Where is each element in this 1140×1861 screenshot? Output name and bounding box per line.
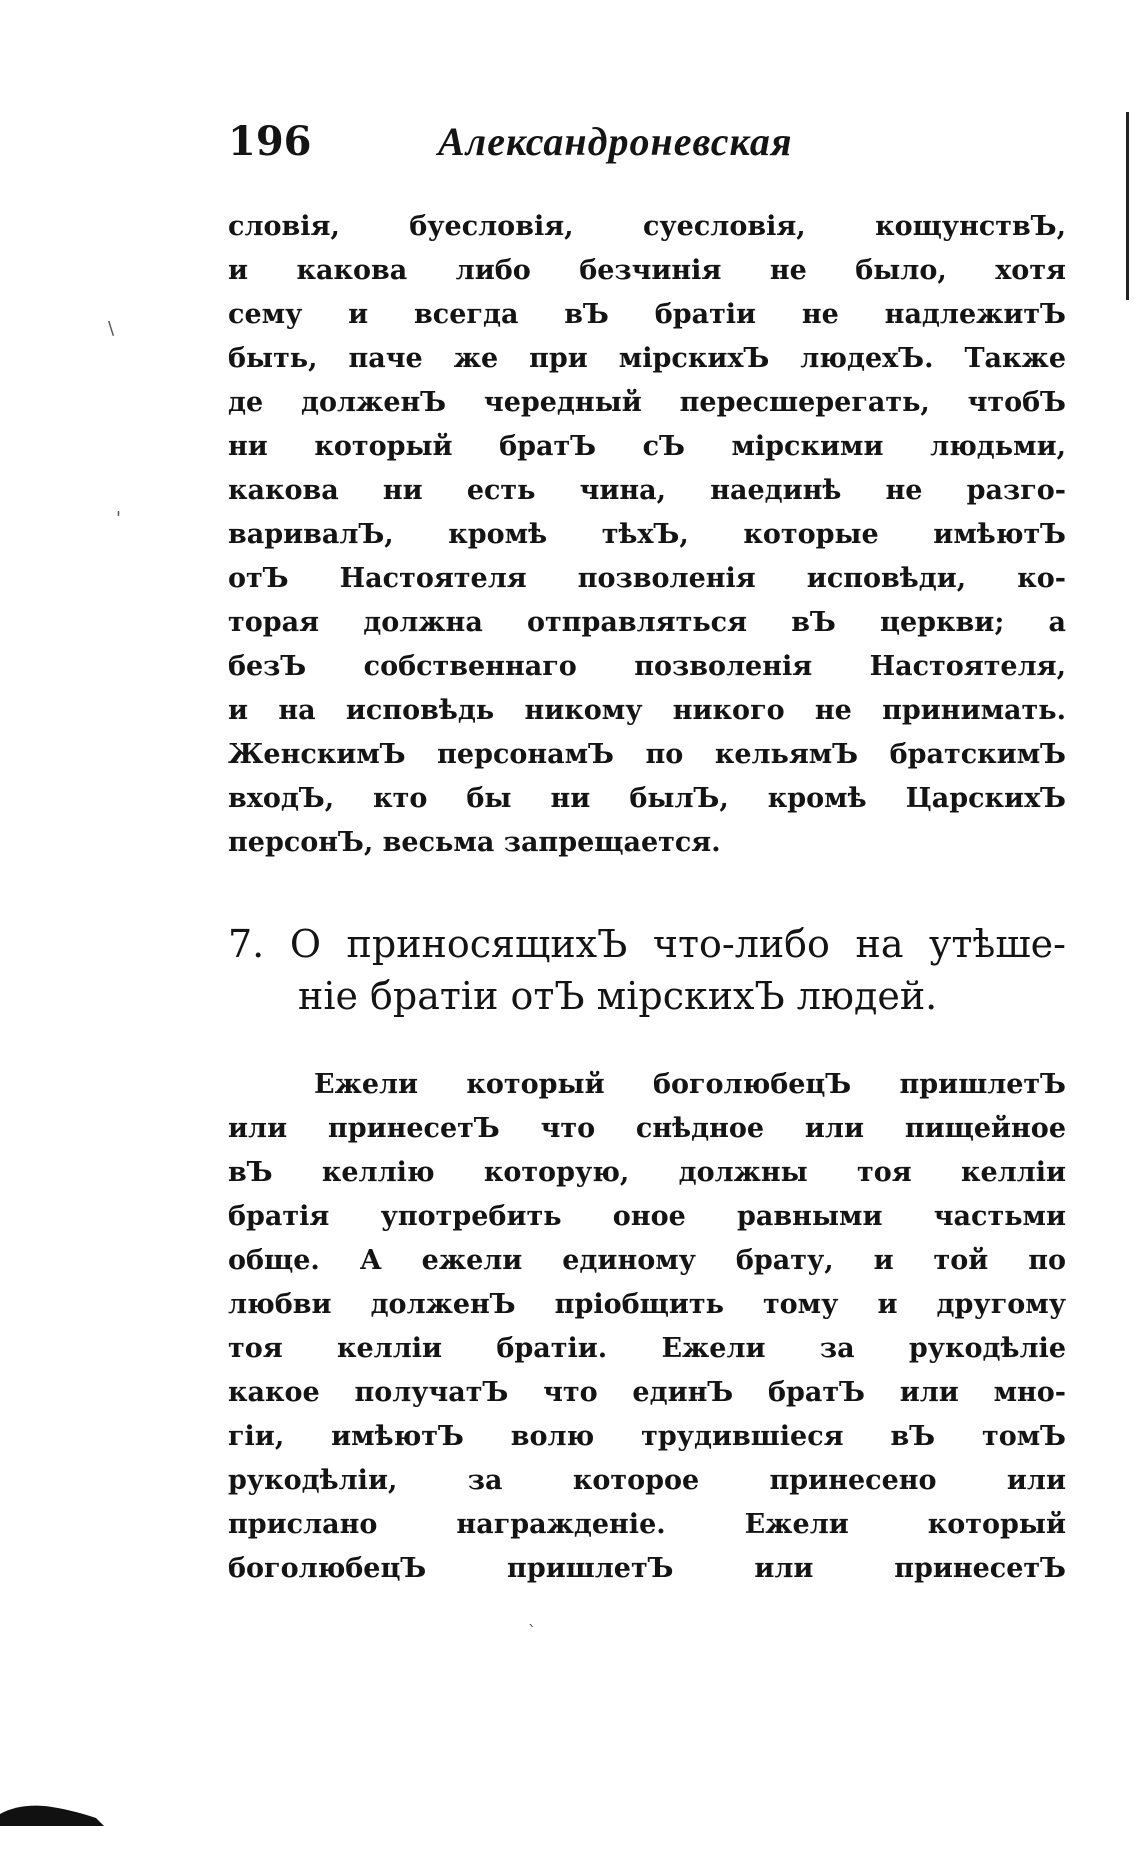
text-line: торая должна отправляться вЪ церкви; а	[228, 607, 1066, 638]
text-line: варивалЪ, кромѣ тѣхЪ, которые имѣютЪ	[228, 519, 1066, 550]
text-line: входЪ, кто бы ни былЪ, кромѣ ЦарскихЪ	[228, 783, 1066, 814]
text-line: быть, паче же при мірскихЪ людехЪ. Также	[228, 343, 1066, 374]
margin-mark: \	[108, 318, 115, 339]
section-paragraph	[228, 1063, 1066, 1591]
text-line: любви долженЪ пріобщить тому и другому	[228, 1289, 1066, 1320]
text-line: гіи, имѣютЪ волю трудившіеся вЪ томЪ	[228, 1421, 1066, 1452]
text-line: братія употребить оное равными частьми	[228, 1201, 1066, 1232]
text-line: ЖенскимЪ персонамЪ по кельямЪ братскимЪ	[228, 739, 1066, 770]
page-number: 196	[228, 118, 312, 165]
text-line: и на исповѣдь никому никого не принимать.	[228, 695, 1066, 726]
running-title: Александроневская	[438, 119, 793, 164]
text-line: рукодѣліи, за которое принесено или	[228, 1465, 1066, 1496]
text-line: обще. А ежели единому брату, и той по	[228, 1245, 1066, 1276]
text-line: вЪ келлію которую, должны тоя келліи	[228, 1157, 1066, 1188]
heading-line: ніе братіи отЪ мірскихЪ людей.	[298, 974, 938, 1018]
text-line: безЪ собственнаго позволенія Настоятеля,	[228, 651, 1066, 682]
text-line: тоя келліи братіи. Ежели за рукодѣліе	[228, 1333, 1066, 1364]
text-line: ни который братЪ сЪ мірскими людьми,	[228, 431, 1066, 462]
text-line: де долженЪ чередный пересшерегать, чтобЪ	[228, 387, 1066, 418]
text-line: боголюбецЪ пришлетЪ или принесетЪ	[228, 1553, 1066, 1584]
text-line: персонЪ, весьма запрещается.	[228, 827, 721, 858]
text-line: словія, буесловія, суесловія, кощунствЪ,	[228, 211, 1066, 242]
page-edge-rule	[1126, 112, 1129, 300]
page-header	[228, 118, 948, 178]
text-line: или принесетЪ что снѣдное или пищейное	[228, 1113, 1066, 1144]
text-line: Ежели который боголюбецЪ пришлетЪ	[314, 1069, 1066, 1100]
heading-line: 7. О приносящихЪ что-либо на утѣше-	[228, 922, 1066, 966]
margin-mark: '	[116, 508, 121, 529]
ink-blot	[0, 1804, 104, 1826]
text-line: отЪ Настоятеля позволенія исповѣди, ко-	[228, 563, 1066, 594]
text-line: и какова либо безчинія не было, хотя	[228, 255, 1066, 286]
margin-mark: `	[528, 1622, 536, 1641]
text-line: сему и всегда вЪ братіи не надлежитЪ	[228, 299, 1066, 330]
paragraph-continuation	[228, 205, 1066, 865]
text-line: какова ни есть чина, наединѣ не разго-	[228, 475, 1066, 506]
text-line: какое получатЪ что единЪ братЪ или мно-	[228, 1377, 1066, 1408]
text-line: прислано награжденіе. Ежели который	[228, 1509, 1066, 1540]
section-heading	[228, 918, 1066, 1022]
